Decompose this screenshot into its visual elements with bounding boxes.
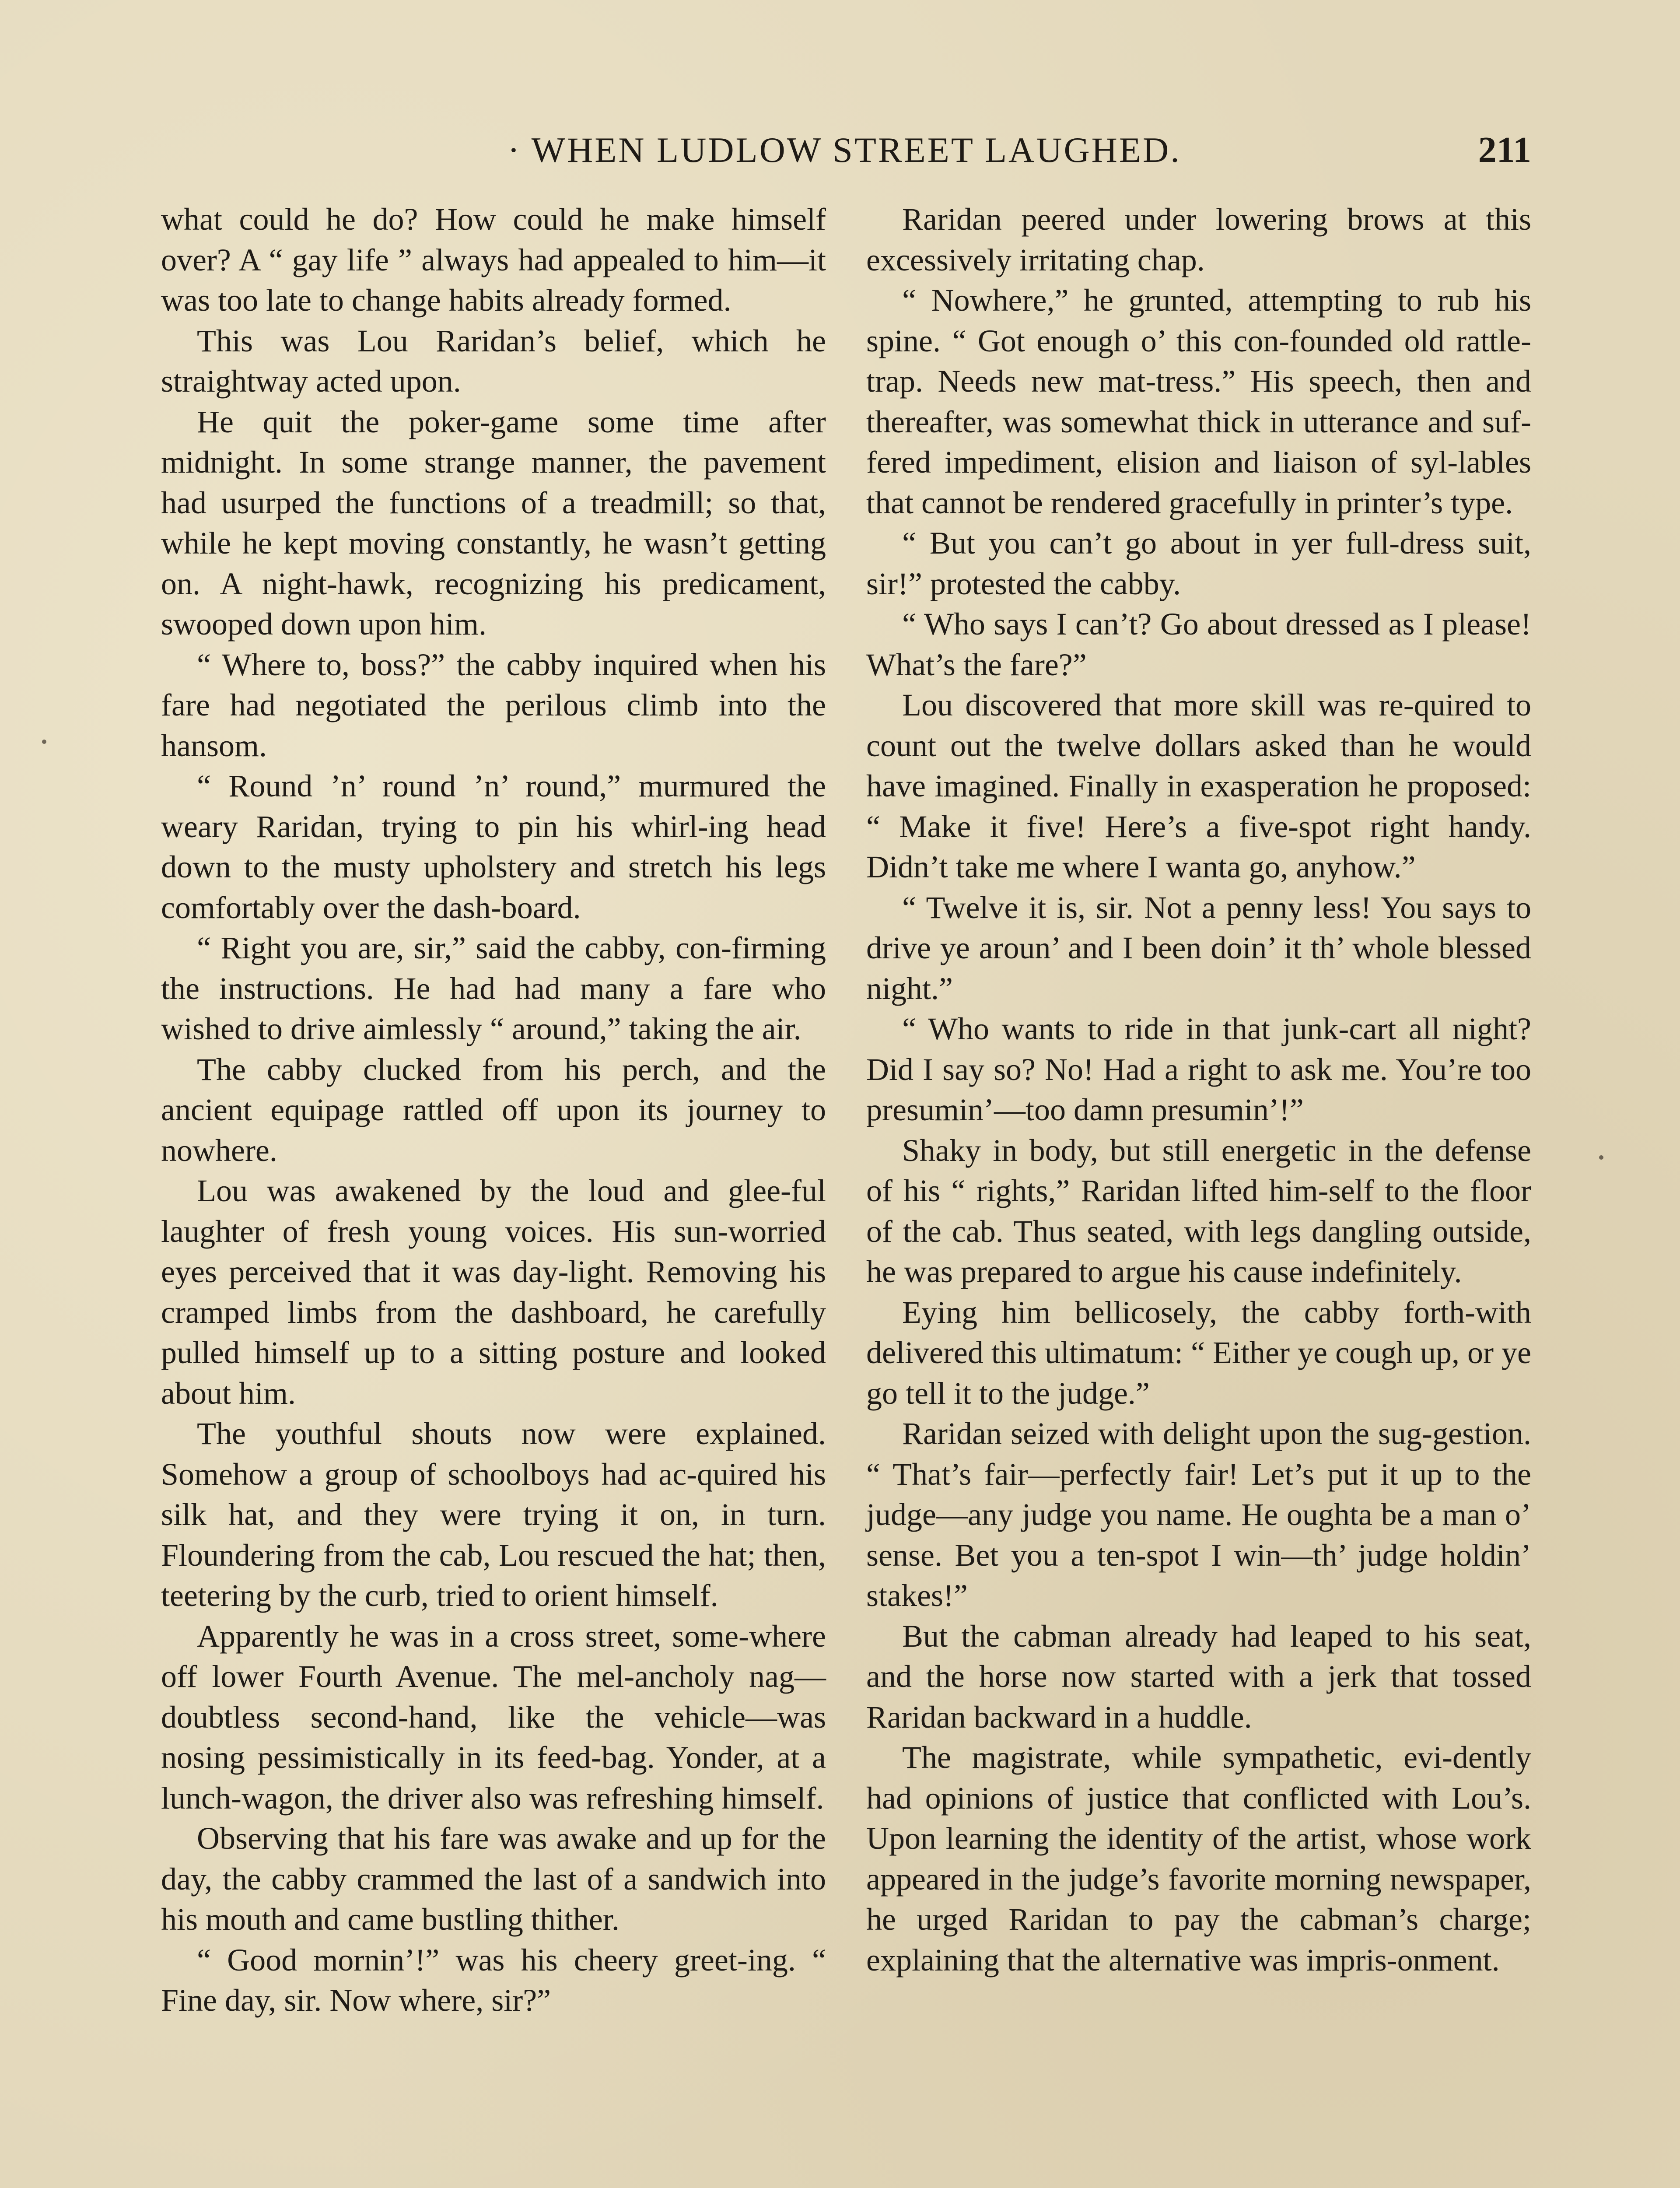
print-speck — [42, 740, 46, 744]
paragraph: “ Who says I can’t? Go about dressed as I please! What’s the fare?” — [866, 607, 1531, 682]
paragraph: “ Twelve it is, sir. Not a penny less! You says to drive ye aroun’ and I been doin’ it th’ whole blessed night.” — [866, 890, 1531, 1006]
paragraph: “ Where to, boss?” the cabby inquired when his fare had negotiated the perilous climb into the hansom. — [161, 647, 826, 763]
paragraph: Raridan peered under lowering brows at this excessively irritating chap. — [866, 202, 1531, 277]
paragraph: But the cabman already had leaped to his seat, and the horse now started with a jerk that tossed Raridan backward in a huddle. — [866, 1618, 1531, 1735]
paragraph: Shaky in body, but still energetic in the defense of his “ rights,” Raridan lifted him-self to the floor of the cab. Thus seated, with legs dangling outside, he was prepared to argue his cause indefinitely. — [866, 1133, 1531, 1289]
paragraph: Apparently he was in a cross street, some-where off lower Fourth Avenue. The mel-ancholy nag—doubtless second-hand, like the vehicle—was nosing pessimistically in its feed-bag. Yonder, at a lunch-wagon, the driver also was refreshing himself. — [161, 1618, 826, 1816]
left-column — [161, 199, 826, 2021]
paragraph: “ Right you are, sir,” said the cabby, con-firming the instructions. He had had many a fare who wished to drive aimlessly “ around,” taking the air. — [161, 930, 826, 1046]
right-column — [866, 199, 1531, 1980]
paragraph: The magistrate, while sympathetic, evi-dently had opinions of justice that conflicted with Lou’s. Upon learning the identity of the artist, whose work appeared in the judge’s favorite morning newspaper, he urged Raridan to pay the cabman’s charge; explaining that the alternative was impris-onment. — [866, 1740, 1531, 1978]
paragraph: This was Lou Raridan’s belief, which he straightway acted upon. — [161, 323, 826, 399]
paragraph: Eying him bellicosely, the cabby forth-with delivered this ultimatum: “ Either ye cough up, or ye go tell it to the judge.” — [866, 1294, 1531, 1411]
print-speck — [1599, 1155, 1603, 1160]
paragraph: “ Good mornin’!” was his cheery greet-ing. “ Fine day, sir. Now where, sir?” — [161, 1942, 826, 2018]
paragraph: “ Who wants to ride in that junk-cart all night? Did I say so? No! Had a right to ask me. You’re too presumin’—too damn presumin’!” — [866, 1011, 1531, 1127]
paragraph: Lou discovered that more skill was re-quired to count out the twelve dollars asked than he would have imagined. Finally in exasperation he proposed: “ Make it five! Here’s a five-spot right handy. Didn’t take me where I wanta go, anyhow.” — [866, 687, 1531, 884]
paragraph: Raridan seized with delight upon the sug-gestion. “ That’s fair—perfectly fair! Let’s put it up to the judge—any judge you name. He oughta be a man o’ sense. Bet you a ten-spot I win—th’ judge holdin’ stakes!” — [866, 1416, 1531, 1613]
page-number: 211 — [1478, 130, 1531, 170]
paragraph: Observing that his fare was awake and up for the day, the cabby crammed the last of a sandwich into his mouth and came bustling thither. — [161, 1821, 826, 1937]
paragraph: He quit the poker-game some time after midnight. In some strange manner, the pavement had usurped the functions of a treadmill; so that, while he kept moving constantly, he wasn’t getting on. A night-hawk, recognizing his predicament, swooped down upon him. — [161, 404, 826, 642]
paragraph: Lou was awakened by the loud and glee-ful laughter of fresh young voices. His sun-worried eyes perceived that it was day-light. Removing his cramped limbs from the dashboard, he carefully pulled himself up to a sitting posture and looked about him. — [161, 1173, 826, 1411]
running-head — [158, 117, 1531, 183]
paragraph: “ But you can’t go about in yer full-dress suit, sir!” protested the cabby. — [866, 526, 1531, 601]
running-title: · WHEN LUDLOW STREET LAUGHED. — [508, 130, 1181, 170]
paragraph: The cabby clucked from his perch, and the ancient equipage rattled off upon its journey to nowhere. — [161, 1052, 826, 1168]
paragraph: “ Nowhere,” he grunted, attempting to rub his spine. “ Got enough o’ this con-founded old rattle-trap. Needs new mat-tress.” His speech, then and thereafter, was somewhat thick in utterance and suf-fered impediment, elision and liaison of syl-lables that cannot be rendered gracefully in printer’s type. — [866, 283, 1531, 520]
paragraph: what could he do? How could he make himself over? A “ gay life ” always had appealed to him—it was too late to change habits already formed. — [161, 202, 826, 318]
paragraph: The youthful shouts now were explained. Somehow a group of schoolboys had ac-quired his silk hat, and they were trying it on, in turn. Floundering from the cab, Lou rescued the hat; then, teetering by the curb, tried to orient himself. — [161, 1416, 826, 1613]
paragraph: “ Round ’n’ round ’n’ round,” murmured the weary Raridan, trying to pin his whirl-ing head down to the musty upholstery and stretch his legs comfortably over the dash-board. — [161, 768, 826, 925]
